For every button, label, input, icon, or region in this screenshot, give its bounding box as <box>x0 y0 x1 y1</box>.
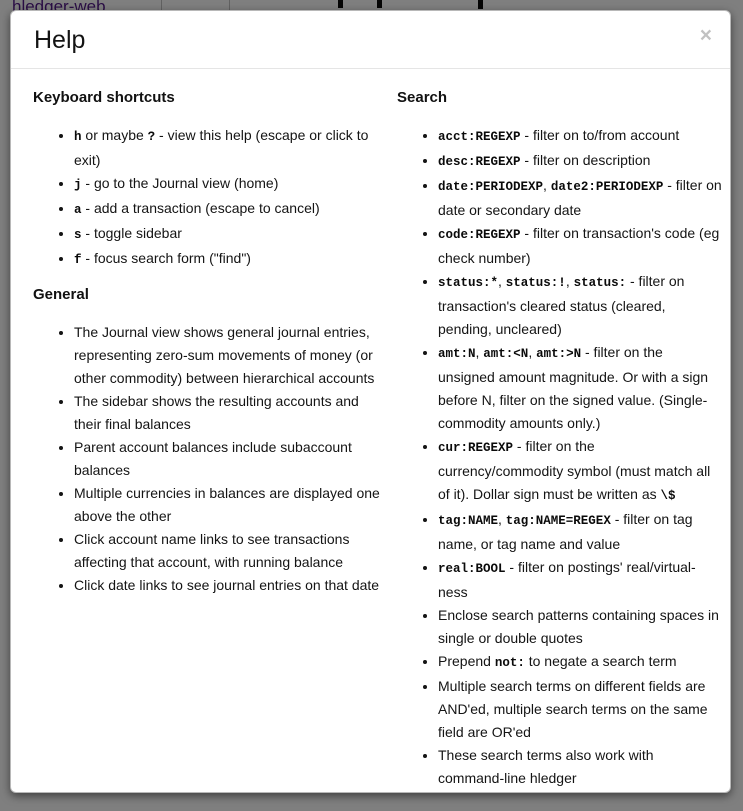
code-token: amt:>N <box>536 347 582 361</box>
list-item <box>438 604 722 650</box>
text-segment: , <box>543 177 551 193</box>
list-item <box>438 341 722 435</box>
section-title: Keyboard shortcuts <box>33 89 175 106</box>
text-segment: to negate a search term <box>524 653 677 669</box>
list-item <box>438 650 722 675</box>
list-item <box>74 172 385 197</box>
code-token: status: <box>573 276 627 290</box>
text-segment: - filter on to/from account <box>520 127 680 143</box>
list-item <box>438 556 722 604</box>
section-title: General <box>33 286 89 303</box>
code-token: a <box>74 203 82 217</box>
code-token: j <box>74 178 82 192</box>
text-segment: - go to the Journal view (home) <box>81 175 279 191</box>
text-segment: Multiple search terms on different fields are AND'ed, multiple search terms on the same field are OR'ed <box>438 678 708 740</box>
list-item <box>438 270 722 341</box>
list-item <box>74 222 385 247</box>
list-item <box>438 222 722 270</box>
text-segment: Enclose search patterns containing spaces in single or double quotes <box>438 607 719 646</box>
text-segment: Click date links to see journal entries on that date <box>74 577 380 593</box>
text-segment: The Journal view shows general journal entries, representing zero-sum movements of money (or other commodity) between hierarchical accounts <box>74 324 375 386</box>
text-segment: - toggle sidebar <box>81 225 182 241</box>
list-item <box>438 124 722 149</box>
code-token: acct:REGEXP <box>438 130 521 144</box>
text-segment: , <box>498 511 506 527</box>
text-segment: - filter on description <box>520 152 651 168</box>
code-token: f <box>74 253 82 267</box>
code-token: tag:NAME <box>438 514 499 528</box>
text-segment: - view this help (escape or click to exit) <box>74 127 369 168</box>
text-segment: - filter on date or secondary date <box>438 177 722 218</box>
list-item <box>438 508 722 556</box>
list-item <box>74 390 385 436</box>
text-segment: Multiple currencies in balances are displayed one above the other <box>74 485 380 524</box>
text-segment: These search terms also work with command-line hledger <box>438 747 654 786</box>
section-list <box>397 124 722 790</box>
help-modal <box>10 10 731 793</box>
text-segment: - filter on transaction's cleared status (cleared, pending, uncleared) <box>438 273 685 337</box>
text-segment: Click account name links to see transactions affecting that account, with running balance <box>74 531 350 570</box>
text-segment: , <box>528 344 537 360</box>
code-token: code:REGEXP <box>438 228 521 242</box>
list-item <box>74 247 385 272</box>
text-segment: - filter on tag name, or tag name and value <box>438 511 693 552</box>
text-segment: or maybe <box>81 127 148 143</box>
code-token: s <box>74 228 82 242</box>
code-token: tag:NAME=REGEX <box>505 514 611 528</box>
list-item <box>74 482 385 528</box>
section-list <box>33 124 385 272</box>
text-segment: - focus search form ("find") <box>81 250 251 266</box>
list-item <box>74 574 385 597</box>
code-token: desc:REGEXP <box>438 155 521 169</box>
code-token: status:! <box>505 276 566 290</box>
modal-body <box>11 69 730 793</box>
list-item <box>438 435 722 508</box>
text-segment: Prepend <box>438 653 495 669</box>
modal-header <box>11 11 730 69</box>
list-item <box>438 675 722 744</box>
text-segment: - filter on transaction's code (eg check number) <box>438 225 720 266</box>
code-token: \$ <box>660 489 676 503</box>
code-token: status:* <box>438 276 499 290</box>
text-segment: The sidebar shows the resulting accounts and their final balances <box>74 393 359 432</box>
text-segment: Parent account balances include subaccount balances <box>74 439 352 478</box>
code-token: amt:<N <box>483 347 529 361</box>
text-segment: - filter on postings' real/virtual-ness <box>438 559 696 600</box>
list-item <box>438 174 722 222</box>
code-token: h <box>74 130 82 144</box>
list-item <box>74 528 385 574</box>
list-item <box>74 321 385 390</box>
code-token: date2:PERIODEXP <box>550 180 664 194</box>
list-item <box>438 149 722 174</box>
section-title: Search <box>397 89 448 106</box>
code-token: ? <box>147 130 156 144</box>
code-token: not: <box>494 656 525 670</box>
text-segment: - filter on the currency/commodity symbol (must match all of it). Dollar sign must be written as <box>438 438 711 502</box>
text-segment: , <box>475 344 484 360</box>
list-item <box>74 124 385 172</box>
close-icon[interactable]: × <box>699 24 712 47</box>
list-item <box>438 744 722 790</box>
text-segment: , <box>498 273 506 289</box>
column-right <box>397 89 722 793</box>
code-token: real:BOOL <box>438 562 506 576</box>
code-token: amt:N <box>438 347 476 361</box>
column-left <box>33 89 385 793</box>
text-segment: , <box>565 273 574 289</box>
text-segment: - filter on the unsigned amount magnitude. Or with a sign before N, filter on the signed value. (Single-commodity amounts only.) <box>438 344 709 431</box>
code-token: date:PERIODEXP <box>438 180 544 194</box>
list-item <box>74 197 385 222</box>
code-token: cur:REGEXP <box>438 441 514 455</box>
section-list <box>33 321 385 597</box>
modal-title: Help <box>34 26 86 54</box>
list-item <box>74 436 385 482</box>
text-segment: - add a transaction (escape to cancel) <box>81 200 320 216</box>
